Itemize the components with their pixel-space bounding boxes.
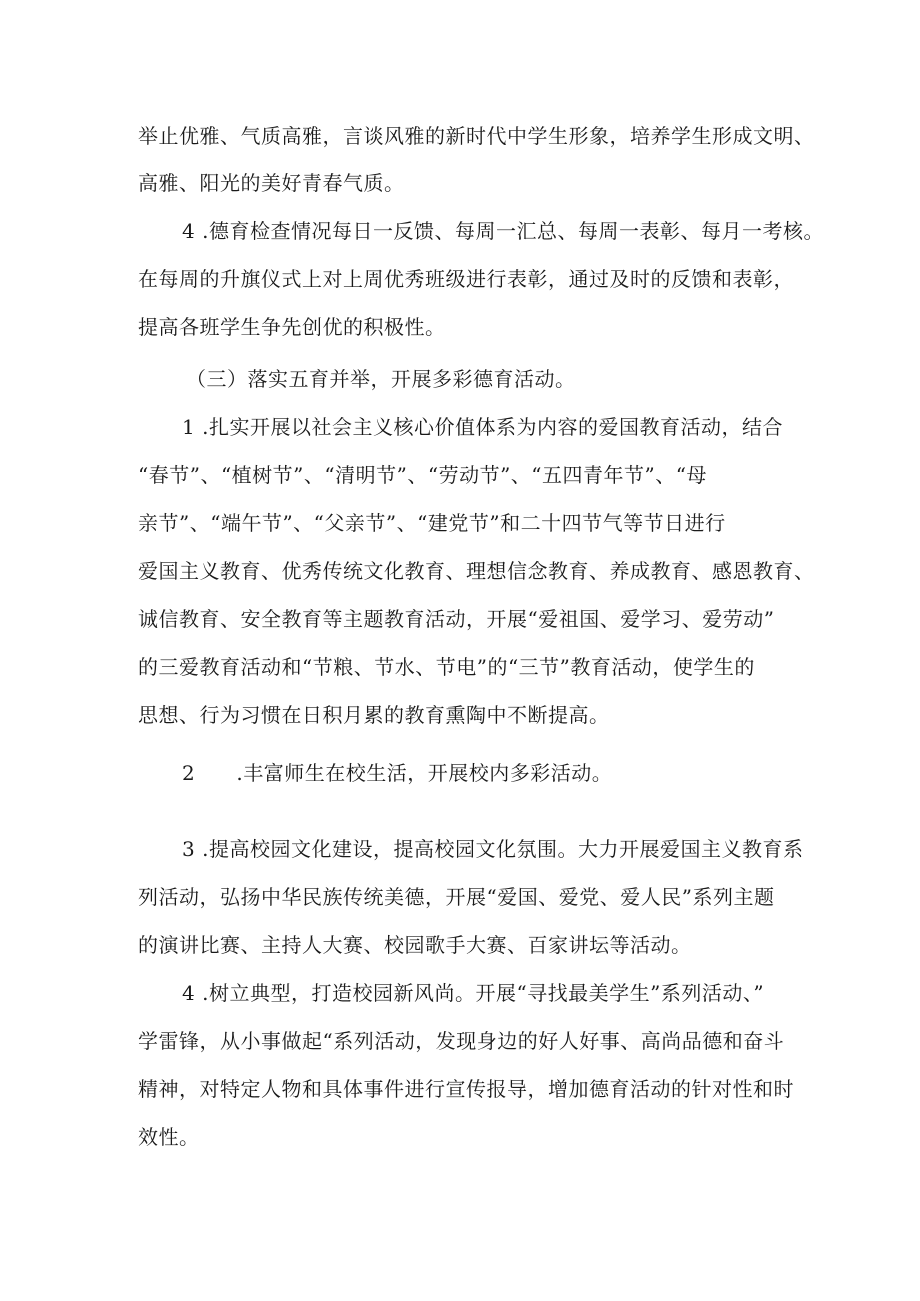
text-line: 3 .提高校园文化建设，提高校园文化氛围。大力开展爱国主义教育系 [182, 837, 804, 861]
text-line: 爱国主义教育、优秀传统文化教育、理想信念教育、养成教育、感恩教育、 [138, 559, 815, 583]
text-line: 高雅、阳光的美好青春气质。 [138, 171, 405, 195]
text-line: 提高各班学生争先创优的积极性。 [138, 315, 446, 339]
text-line: 诚信教育、安全教育等主题教育活动，开展“爱祖国、爱学习、爱劳动” [138, 607, 775, 631]
text-line: 举止优雅、气质高雅，言谈风雅的新时代中学生形象，培养学生形成文明、 [138, 124, 815, 148]
text-line: 4 .德育检查情况每日一反馈、每周一汇总、每周一表彰、每月一考核。 [182, 219, 824, 243]
text-line: 2 .丰富师生在校生活，开展校内多彩活动。 [182, 761, 613, 785]
text-line: 的三爱教育活动和“节粮、节水、节电”的“三节”教育活动，使学生的 [138, 655, 755, 679]
text-line: 效性。 [138, 1125, 200, 1149]
text-line: 精神，对特定人物和具体事件进行宣传报导，增加德育活动的针对性和时 [138, 1077, 794, 1101]
text-line: 4 .树立典型，打造校园新风尚。开展“寻找最美学生”系列活动、” [182, 981, 765, 1005]
text-line: 的演讲比赛、主持人大赛、校园歌手大赛、百家讲坛等活动。 [138, 933, 692, 957]
text-line: 学雷锋，从小事做起“系列活动，发现身边的好人好事、高尚品德和奋斗 [138, 1029, 785, 1053]
section-heading: （三）落实五育并举，开展多彩德育活动。 [186, 367, 576, 391]
text-line: 亲节”、“端午节”、“父亲节”、“建党节”和二十四节气等节日进行 [138, 511, 726, 535]
text-line: 列活动，弘扬中华民族传统美德，开展“爱国、爱党、爱人民”系列主题 [138, 885, 775, 909]
text-line: 在每周的升旗仪式上对上周优秀班级进行表彰，通过及时的反馈和表彰， [138, 267, 794, 291]
text-line: 1 .扎实开展以社会主义核心价值体系为内容的爱国教育活动，结合 [182, 415, 783, 439]
text-line: “春节”、“植树节”、“清明节”、“劳动节”、“五四青年节”、“母 [138, 463, 707, 487]
text-line: 思想、行为习惯在日积月累的教育熏陶中不断提高。 [138, 703, 610, 727]
